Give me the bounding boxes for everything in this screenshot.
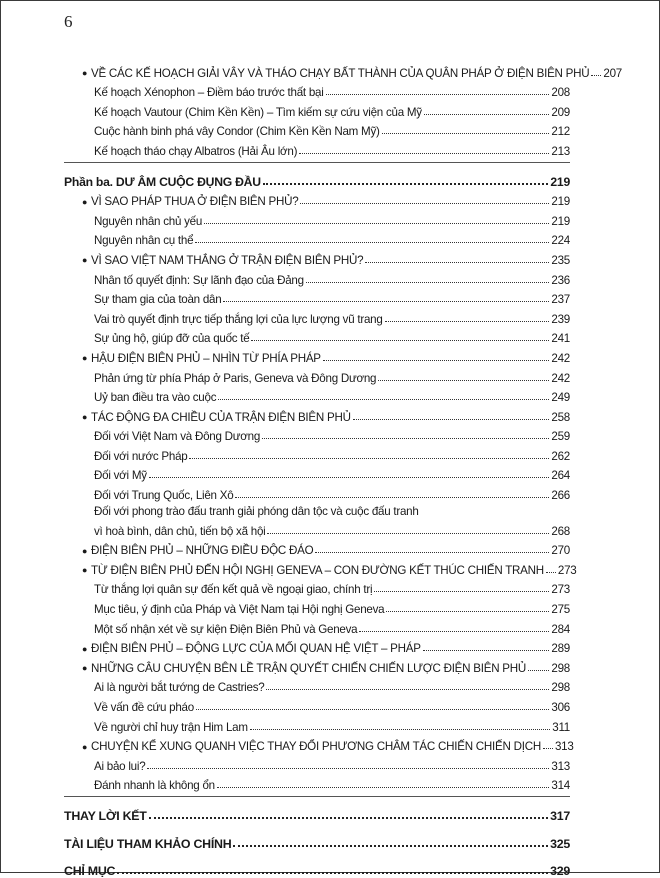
toc-page: 207	[603, 66, 622, 80]
toc-sub-row	[64, 99, 570, 119]
dot-leader	[235, 497, 549, 498]
toc-page: 219	[551, 195, 570, 209]
toc-section-row	[64, 557, 577, 577]
bullet-icon: ●	[82, 565, 88, 576]
toc-page: 298	[551, 681, 570, 695]
toc-section-row	[64, 404, 570, 424]
dot-leader	[233, 845, 548, 847]
page-number: 6	[64, 12, 73, 31]
dot-leader	[365, 262, 549, 263]
dot-leader	[266, 689, 549, 690]
toc-title: TỪ ĐIỆN BIÊN PHỦ ĐẾN HỘI NGHỊ GENEVA – CON ĐƯỜNG KẾT THÚC CHIẾN TRANH	[91, 563, 544, 577]
dot-leader	[315, 552, 549, 553]
toc-sub-row	[64, 502, 570, 518]
toc-title: CHỈ MỤC	[64, 864, 116, 878]
toc-title: THAY LỜI KẾT	[64, 808, 147, 823]
toc-page: 266	[551, 489, 570, 503]
toc-sub-row	[64, 518, 570, 538]
toc-title: Đánh nhanh là không ổn	[94, 779, 215, 793]
toc-sub-row	[64, 675, 570, 695]
dot-leader	[546, 572, 556, 573]
toc-page: 268	[551, 524, 570, 538]
toc-title: HẬU ĐIỆN BIÊN PHỦ – NHÌN TỪ PHÍA PHÁP	[91, 351, 321, 365]
dot-leader	[378, 380, 549, 381]
toc-page: 313	[551, 759, 570, 773]
divider	[64, 162, 570, 163]
toc-page: 212	[551, 125, 570, 139]
dot-leader	[262, 438, 549, 439]
toc-title: Sự tham gia của toàn dân	[94, 293, 222, 307]
toc-page: 264	[551, 469, 570, 483]
toc-title: Ai bảo lui?	[94, 759, 146, 773]
toc-title: Đối với Trung Quốc, Liên Xô	[94, 489, 234, 503]
bullet-icon: ●	[82, 412, 88, 423]
toc-sub-row	[64, 228, 570, 248]
toc-title: Kế hoạch Vautour (Chim Kền Kền) – Tìm kiếm sự cứu viện của Mỹ	[94, 105, 422, 119]
toc-page: 275	[551, 603, 570, 617]
dot-leader	[223, 301, 549, 302]
dot-leader	[204, 223, 549, 224]
bullet-icon: ●	[82, 255, 88, 266]
dot-leader	[250, 729, 551, 730]
bullet-icon: ●	[82, 353, 88, 364]
toc-section-row	[64, 189, 570, 209]
toc-top-row	[64, 803, 570, 823]
toc-sub-row	[64, 714, 570, 734]
toc-title: Từ thắng lợi quân sự đến kết quả về ngoại giao, chính trị	[94, 583, 373, 597]
toc-page: 241	[551, 332, 570, 346]
toc-sub-row	[64, 385, 570, 405]
dot-leader	[359, 631, 549, 632]
toc-title: VỀ CÁC KẾ HOẠCH GIẢI VÂY VÀ THÁO CHẠY BẤT THÀNH CỦA QUÂN PHÁP Ở ĐIỆN BIÊN PHỦ	[91, 66, 590, 80]
dot-leader	[382, 133, 550, 134]
toc-title: vì hoà bình, dân chủ, tiến bộ xã hội	[94, 524, 266, 538]
toc-title: Phản ứng từ phía Pháp ở Paris, Geneva và Đông Dương	[94, 371, 377, 385]
toc-sub-row	[64, 119, 570, 139]
toc-title: Về người chỉ huy trận Him Lam	[94, 720, 248, 734]
bullet-icon: ●	[82, 663, 88, 674]
bullet-icon: ●	[82, 68, 88, 78]
toc-sub-row	[64, 80, 570, 100]
bullet-icon: ●	[82, 545, 88, 556]
toc-sub-row	[64, 616, 570, 636]
dot-leader	[386, 611, 549, 612]
toc-page: 219	[550, 174, 570, 189]
dot-leader	[195, 242, 549, 243]
toc-page: 249	[551, 391, 570, 405]
dot-leader	[353, 419, 550, 420]
dot-leader	[423, 650, 550, 651]
toc-sub-row	[64, 424, 570, 444]
toc-page: 213	[551, 144, 570, 158]
toc-page: 317	[550, 808, 570, 823]
toc-title: Ai là người bắt tướng de Castries?	[94, 681, 265, 695]
toc-page: 314	[551, 779, 570, 793]
toc-title: Đối với phong trào đấu tranh giải phóng dân tộc và cuộc đấu tranh	[94, 505, 419, 519]
toc-page: 306	[551, 701, 570, 714]
toc-page: 258	[551, 410, 570, 424]
toc-sub-row	[64, 463, 570, 483]
toc-sub-row	[64, 443, 570, 463]
dot-leader	[267, 533, 549, 534]
dot-leader	[300, 203, 549, 204]
toc-sub-row	[64, 365, 570, 385]
toc-sub-row	[64, 306, 570, 326]
dot-leader	[591, 75, 601, 76]
dot-leader	[374, 591, 549, 592]
bullet-icon: ●	[82, 741, 88, 752]
toc-top-row	[64, 859, 570, 878]
divider	[64, 796, 570, 797]
toc-page: 239	[551, 312, 570, 326]
toc-page: 224	[551, 234, 570, 248]
spacer	[64, 851, 570, 859]
toc-title: Đối với Mỹ	[94, 469, 147, 483]
dot-leader	[306, 282, 550, 283]
toc-title: ĐIỆN BIÊN PHỦ – NHỮNG ĐIỀU ĐỘC ĐÁO	[91, 544, 314, 558]
toc-page: 219	[551, 214, 570, 228]
toc-page: 311	[552, 720, 570, 734]
toc-sub-row	[64, 482, 570, 502]
toc-title: TÀI LIỆU THAM KHẢO CHÍNH	[64, 836, 232, 851]
toc-section-row	[64, 60, 622, 80]
toc-part-row	[64, 169, 570, 189]
toc-section-row	[64, 636, 570, 656]
toc-page: 237	[551, 293, 570, 307]
toc-sub-row	[64, 753, 570, 773]
toc-page: 208	[551, 86, 570, 100]
toc-section-row	[64, 345, 570, 365]
toc-sub-row	[64, 577, 570, 597]
toc-title: Đối với nước Pháp	[94, 449, 188, 463]
toc-page: 209	[551, 105, 570, 119]
toc-title: Một số nhận xét về sự kiện Điện Biên Phủ và Geneva	[94, 622, 358, 636]
toc-section-row	[64, 247, 570, 267]
toc-page: 270	[551, 544, 570, 558]
toc-sub-row	[64, 773, 570, 793]
toc-section-row	[64, 538, 570, 558]
toc-page: 313	[554, 740, 574, 754]
toc-page: 284	[551, 622, 570, 636]
toc-page: 242	[551, 371, 570, 385]
dot-leader	[385, 321, 550, 322]
toc-sub-row	[64, 138, 570, 158]
toc-sub-row	[64, 694, 570, 714]
toc-title: Cuộc hành binh phá vây Condor (Chim Kền Kền Nam Mỹ)	[94, 125, 380, 139]
toc-page: 273	[557, 563, 577, 577]
spacer	[64, 823, 570, 831]
toc-title: Phần ba. DƯ ÂM CUỘC ĐỤNG ĐẦU	[64, 174, 261, 189]
toc-page: 289	[551, 642, 570, 656]
toc-title: Kế hoạch tháo chạy Albatros (Hải Âu lớn)	[94, 144, 298, 158]
dot-leader	[263, 183, 549, 185]
toc-page: 325	[550, 836, 570, 851]
toc-page: 298	[551, 661, 570, 675]
bullet-icon: ●	[82, 196, 88, 207]
dot-leader	[251, 340, 549, 341]
toc-title: Kế hoạch Xénophon – Điềm báo trước thất bại	[94, 86, 324, 100]
toc-sub-row	[64, 208, 570, 228]
dot-leader	[424, 114, 550, 115]
toc-title: VÌ SAO PHÁP THUA Ở ĐIỆN BIÊN PHỦ?	[91, 195, 299, 209]
table-of-contents	[64, 60, 622, 878]
toc-sub-row	[64, 326, 570, 346]
toc-title: Nhân tố quyết định: Sự lãnh đạo của Đảng	[94, 273, 304, 287]
dot-leader	[189, 458, 549, 459]
dot-leader	[543, 748, 553, 749]
toc-page: 242	[551, 351, 570, 365]
toc-page: 259	[551, 430, 570, 444]
dot-leader	[218, 399, 549, 400]
bullet-icon: ●	[82, 643, 88, 654]
dot-leader	[196, 709, 549, 710]
toc-title: Nguyên nhân chủ yếu	[94, 214, 203, 228]
toc-title: Đối với Việt Nam và Đông Dương	[94, 430, 261, 444]
dot-leader	[149, 477, 550, 478]
toc-top-row	[64, 831, 570, 851]
toc-title: Uỷ ban điều tra vào cuộc	[94, 391, 217, 405]
toc-section-row	[64, 734, 574, 754]
toc-title: CHUYỆN KỂ XUNG QUANH VIỆC THAY ĐỔI PHƯƠNG CHÂM TÁC CHIẾN CHIẾN DỊCH	[91, 740, 541, 754]
toc-title: ĐIỆN BIÊN PHỦ – ĐỘNG LỰC CỦA MỐI QUAN HỆ VIỆT – PHÁP	[91, 642, 421, 656]
dot-leader	[299, 153, 549, 154]
toc-title: Mục tiêu, ý định của Pháp và Việt Nam tại Hội nghị Geneva	[94, 603, 385, 617]
toc-sub-row	[64, 267, 570, 287]
toc-sub-row	[64, 287, 570, 307]
toc-page: 262	[551, 449, 570, 463]
dot-leader	[117, 872, 548, 874]
toc-title: TÁC ĐỘNG ĐA CHIỀU CỦA TRẬN ĐIỆN BIÊN PHỦ	[91, 410, 351, 424]
dot-leader	[323, 360, 550, 361]
toc-title: Vai trò quyết định trực tiếp thắng lợi của lực lượng vũ trang	[94, 312, 383, 326]
dot-leader	[149, 817, 548, 819]
toc-section-row	[64, 655, 570, 675]
toc-title: Sự ủng hộ, giúp đỡ của quốc tế	[94, 332, 250, 346]
toc-page: 235	[551, 253, 570, 267]
toc-title: VÌ SAO VIỆT NAM THẮNG Ở TRẬN ĐIỆN BIÊN PHỦ?	[91, 253, 364, 267]
toc-title: Về vấn đề cứu pháo	[94, 701, 194, 714]
dot-leader	[326, 94, 550, 95]
toc-page: 273	[551, 583, 570, 597]
dot-leader	[217, 787, 550, 788]
dot-leader	[147, 768, 549, 769]
toc-sub-row	[64, 596, 570, 616]
dot-leader	[528, 670, 549, 671]
toc-page: 329	[550, 864, 570, 878]
toc-title: NHỮNG CÂU CHUYỆN BÊN LỀ TRẬN QUYẾT CHIẾN CHIẾN LƯỢC ĐIỆN BIÊN PHỦ	[91, 661, 527, 675]
toc-title: Nguyên nhân cụ thể	[94, 234, 194, 248]
toc-page: 236	[551, 273, 570, 287]
